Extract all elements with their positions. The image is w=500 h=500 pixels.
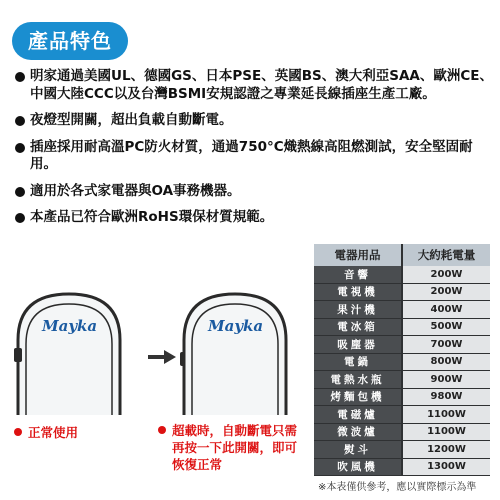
table-row: [314, 388, 490, 406]
appliance-name: 吸塵器: [314, 336, 402, 354]
appliance-wattage: 400W: [402, 301, 490, 319]
table-header: 電器用品: [314, 244, 402, 266]
appliance-wattage: 1200W: [402, 441, 490, 459]
bullet-dot: [158, 426, 166, 434]
appliance-wattage: 1300W: [402, 458, 490, 476]
feature-item: 夜燈型開關，超出負載自動斷電。: [14, 112, 494, 130]
table-row: [314, 423, 490, 441]
feature-item: 本產品已符合歐洲RoHS環保材質規範。: [14, 209, 494, 227]
brand-logo: Mayka: [208, 317, 264, 335]
caption-normal: [14, 424, 78, 441]
appliance-name: 電視機: [314, 283, 402, 301]
table-header: 大約耗電量: [402, 244, 490, 266]
table-row: [314, 318, 490, 336]
outlet-reset-illustration: [180, 290, 290, 415]
table-body: [314, 266, 490, 476]
arrow-right-icon: [148, 350, 176, 364]
bullet-dot: [14, 428, 22, 436]
caption-overload-line: 恢復正常: [172, 457, 223, 472]
caption-overload: [158, 422, 297, 473]
table-row: [314, 406, 490, 424]
appliance-name: 果汁機: [314, 301, 402, 319]
section-title: 產品特色: [28, 29, 112, 53]
appliance-wattage: 980W: [402, 388, 490, 406]
appliance-wattage: 1100W: [402, 406, 490, 424]
appliance-wattage: 900W: [402, 371, 490, 389]
caption-overload-line: 再按一下此開關，即可: [172, 440, 298, 455]
table-row: [314, 371, 490, 389]
appliance-name: 吹風機: [314, 458, 402, 476]
section-title-badge: [12, 22, 128, 60]
appliance-wattage: 800W: [402, 353, 490, 371]
appliance-wattage: 200W: [402, 283, 490, 301]
table-row: [314, 301, 490, 319]
appliance-name: 音響: [314, 266, 402, 283]
appliance-wattage: 700W: [402, 336, 490, 354]
appliance-name: 微波爐: [314, 423, 402, 441]
table-row: [314, 266, 490, 283]
appliance-name: 熨斗: [314, 441, 402, 459]
appliance-wattage: 200W: [402, 266, 490, 283]
feature-item: 適用於各式家電器與OA事務機器。: [14, 183, 494, 201]
appliance-name: 烤麵包機: [314, 388, 402, 406]
caption-normal-text: 正常使用: [28, 425, 79, 440]
feature-list: [14, 68, 494, 236]
caption-overload-line: 超載時，自動斷電只需: [172, 423, 298, 438]
appliance-name: 電磁爐: [314, 406, 402, 424]
table-note: ※本表僅供參考，應以實際標示為準: [318, 482, 477, 493]
power-consumption-table: [314, 244, 490, 476]
appliance-name: 電熱水瓶: [314, 371, 402, 389]
feature-item: 明家通過美國UL、德國GS、日本PSE、英國BS、澳大利亞SAA、歐洲CE、中國大陸CCC以及台灣BSMI安規認證之專業延長線插座生產工廠。: [14, 68, 494, 103]
appliance-name: 電鍋: [314, 353, 402, 371]
appliance-wattage: 1100W: [402, 423, 490, 441]
feature-item: 插座採用耐高溫PC防火材質，通過750°C熾熱線高阻燃測試，安全堅固耐用。: [14, 139, 494, 174]
appliance-name: 電冰箱: [314, 318, 402, 336]
brand-logo: Mayka: [42, 317, 98, 335]
table-row: [314, 353, 490, 371]
appliance-wattage: 500W: [402, 318, 490, 336]
table-row: [314, 441, 490, 459]
outlet-normal-illustration: [14, 290, 124, 415]
table-row: [314, 283, 490, 301]
table-row: [314, 336, 490, 354]
table-row: [314, 458, 490, 476]
